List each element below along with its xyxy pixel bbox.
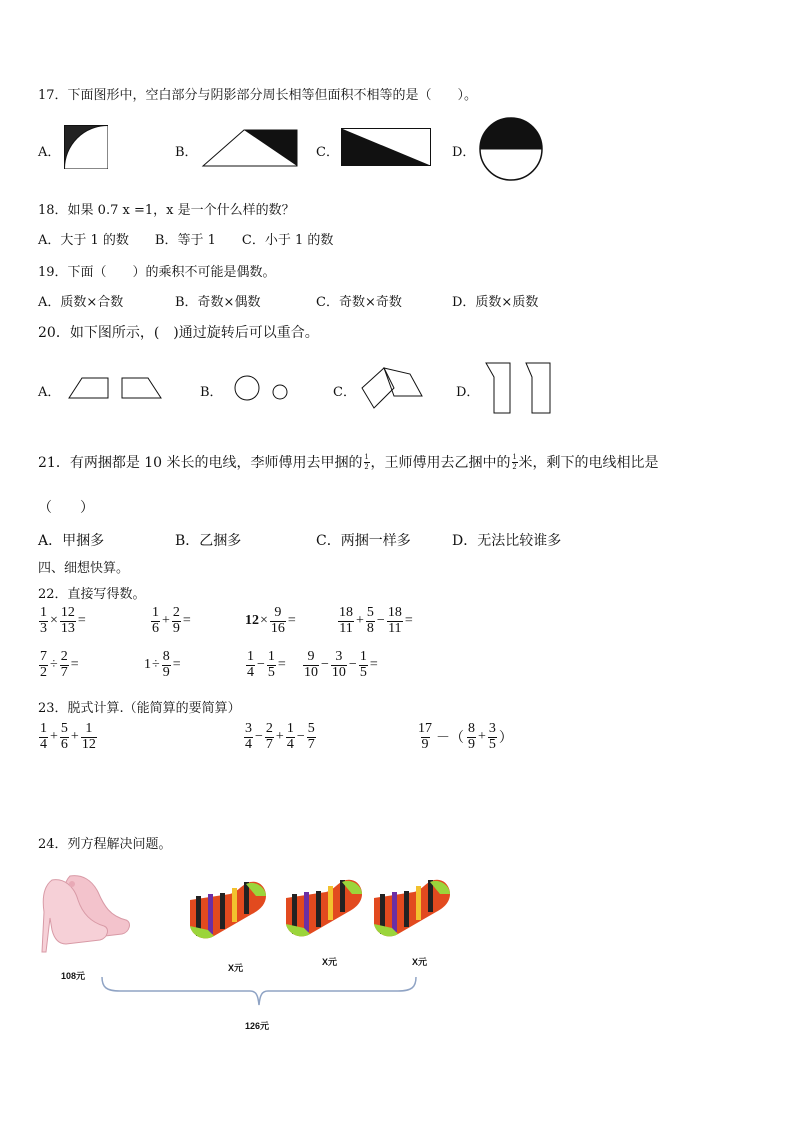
q22-expression-5: [38, 650, 80, 680]
numerator: 1: [40, 605, 47, 620]
fraction: [60, 722, 69, 752]
fraction: [39, 606, 48, 636]
denominator: 4: [286, 736, 294, 752]
denominator: 10: [304, 664, 318, 680]
striped-socks-illustration-3: [370, 878, 454, 940]
total-brace: [100, 975, 418, 1015]
q24-text: 24．列方程解决问题。: [38, 837, 172, 852]
q20-option-d-label: D．: [456, 385, 480, 400]
operator: +: [50, 729, 58, 745]
denominator: 6: [60, 736, 68, 752]
q20-figure-d: [484, 361, 554, 415]
fraction: [39, 650, 48, 680]
fraction: [162, 650, 171, 680]
operator: +: [275, 729, 284, 745]
q21-answer-paren: （ ）: [38, 500, 94, 516]
q21-option-b: B．乙捆多: [175, 533, 242, 549]
equals-sign: =: [287, 613, 296, 629]
denominator: 3: [40, 620, 47, 636]
q20-figure-b: [234, 375, 294, 403]
q19-option-d: D．质数×质数: [452, 295, 539, 310]
denominator: 16: [270, 620, 285, 636]
equals-sign: =: [369, 657, 378, 673]
q21-text-b: ，王师傅用去乙捆中的: [370, 455, 511, 471]
q21-fraction-1: [364, 453, 370, 471]
numerator: 1: [267, 649, 275, 664]
equals-sign: =: [277, 657, 286, 673]
fraction: [331, 650, 347, 680]
q17-option-a-label: A．: [38, 145, 61, 160]
numerator: 9: [307, 649, 315, 664]
q21-option-d: D．无法比较谁多: [452, 533, 562, 549]
numerator: 5: [60, 721, 68, 736]
fraction: [488, 722, 497, 752]
numerator: 2: [265, 721, 273, 736]
shoe-price-label: 108元: [61, 971, 86, 981]
denominator: 7: [307, 736, 315, 752]
denominator: 7: [60, 664, 68, 680]
operator: −: [257, 657, 265, 673]
denominator: 11: [388, 620, 402, 636]
q20-text: 20．如下图所示，( )通过旋转后可以重合。: [38, 325, 319, 341]
fraction: [172, 606, 181, 636]
q21-fraction-2-numerator: 1: [512, 452, 517, 462]
q22-text: 22．直接写得数。: [38, 587, 146, 602]
equals-sign: =: [404, 613, 413, 629]
q18-text: 18．如果 0.7 x =1，x 是一个什么样的数？: [38, 203, 295, 218]
close-paren: ）: [498, 731, 513, 747]
fraction: [265, 722, 274, 752]
equals-sign: =: [172, 657, 181, 673]
numerator: 18: [387, 605, 402, 620]
fraction: [338, 606, 354, 636]
denominator: 2: [40, 664, 47, 680]
q23-expression-3: [416, 722, 514, 752]
numerator: 1: [359, 649, 367, 664]
sock-price-label-3: X元: [412, 957, 428, 967]
fraction: [303, 650, 319, 680]
high-heel-shoes-illustration: [40, 872, 132, 956]
denominator: 5: [488, 736, 496, 752]
denominator: 9: [468, 736, 475, 752]
denominator: 13: [60, 620, 75, 636]
sock-price-label-2: X元: [322, 957, 338, 967]
numerator: 8: [162, 649, 170, 664]
numerator: 1: [247, 649, 254, 664]
fraction: [81, 722, 97, 752]
fraction: [387, 606, 403, 636]
q17-option-c-label: C．: [316, 145, 339, 160]
q19-text: 19．下面（ ）的乘积不可能是偶数。: [38, 265, 276, 280]
numerator: 17: [418, 721, 432, 736]
q17-figure-b: [202, 129, 298, 167]
q21-text-c: 米，剩下的电线相比是: [518, 455, 659, 471]
numerator: 12: [60, 605, 75, 620]
q20-option-c-label: C．: [333, 385, 356, 400]
operator: +: [356, 613, 364, 629]
q21-fraction-1-denominator: 2: [364, 461, 369, 471]
q22-expression-7: [245, 650, 287, 680]
operator: ÷: [50, 657, 58, 673]
q21-option-c: C．两捆一样多: [316, 533, 411, 549]
fraction: [467, 722, 476, 752]
numerator: 1: [40, 721, 47, 736]
equals-sign: =: [70, 657, 79, 673]
q19-option-b: B．奇数×偶数: [175, 295, 261, 310]
fraction: [39, 722, 48, 752]
numerator: 1: [85, 721, 93, 736]
denominator: 9: [421, 736, 429, 752]
q21-fraction-2: [512, 453, 518, 471]
fraction: [359, 650, 368, 680]
operator: ×: [50, 613, 58, 629]
operator: ÷: [152, 657, 160, 673]
numerator: 1: [286, 721, 294, 736]
operator: −: [321, 657, 329, 673]
numerator: 5: [307, 721, 315, 736]
denominator: 5: [359, 664, 367, 680]
denominator: 7: [265, 736, 273, 752]
striped-socks-illustration-1: [186, 880, 270, 942]
denominator: 4: [247, 664, 254, 680]
q22-expression-6: [144, 650, 182, 680]
operator: −: [348, 657, 357, 673]
operator: −: [376, 613, 385, 629]
q17-text: 17．下面图形中，空白部分与阴影部分周长相等但面积不相等的是（ ）。: [38, 88, 478, 103]
fraction: [270, 606, 286, 636]
denominator: 5: [267, 664, 275, 680]
numerator: 18: [339, 605, 353, 620]
q21-fraction-1-numerator: 1: [364, 452, 369, 462]
q17-option-d-label: D．: [452, 145, 476, 160]
q20-figure-c: [360, 364, 424, 410]
q18-options: A．大于 1 的数 B．等于 1 C．小于 1 的数: [38, 233, 334, 248]
q19-option-c: C．奇数×奇数: [316, 295, 402, 310]
fraction: [366, 606, 375, 636]
operator: －（: [436, 731, 464, 747]
numerator: 5: [366, 605, 374, 620]
q20-figure-a: [68, 376, 164, 400]
q22-expression-8: [302, 650, 379, 680]
whole-number: 1: [144, 657, 151, 673]
denominator: 4: [245, 736, 252, 752]
sock-price-label-1: X元: [228, 963, 244, 973]
fraction: [286, 722, 295, 752]
denominator: 6: [152, 620, 159, 636]
numerator: 3: [335, 649, 343, 664]
numerator: 2: [60, 649, 68, 664]
equals-sign: =: [77, 613, 86, 629]
denominator: 12: [81, 736, 96, 752]
numerator: 3: [245, 721, 252, 736]
q22-expression-4: [337, 606, 414, 636]
numerator: 2: [172, 605, 180, 620]
q20-option-b-label: B．: [200, 385, 223, 400]
q21-option-a: A．甲捆多: [38, 533, 105, 549]
denominator: 4: [40, 736, 47, 752]
denominator: 10: [331, 664, 346, 680]
q22-expression-1: [38, 606, 87, 636]
fraction: [417, 722, 433, 752]
operator: −: [255, 729, 263, 745]
fraction: [60, 606, 76, 636]
denominator: 9: [162, 664, 170, 680]
operator: −: [296, 729, 305, 745]
operator: +: [478, 729, 486, 745]
q21-text-a: 21．有两捆都是 10 米长的电线，李师傅用去甲捆的: [38, 455, 363, 471]
q17-option-b-label: B．: [175, 145, 198, 160]
striped-socks-illustration-2: [282, 878, 366, 940]
fraction: [307, 722, 316, 752]
fraction: [246, 650, 255, 680]
q22-expression-3: [245, 606, 297, 636]
denominator: 11: [339, 620, 353, 636]
fraction: [60, 650, 69, 680]
fraction: [267, 650, 276, 680]
numerator: 3: [488, 721, 496, 736]
q23-expression-2: [243, 722, 317, 752]
numerator: 7: [40, 649, 47, 664]
denominator: 9: [172, 620, 180, 636]
q22-expression-2: [150, 606, 192, 636]
total-price-label: 126元: [245, 1021, 270, 1031]
equals-sign: =: [182, 613, 191, 629]
q17-figure-c: [341, 128, 431, 166]
q21-fraction-2-denominator: 2: [512, 461, 517, 471]
fraction: [151, 606, 160, 636]
numerator: 8: [468, 721, 475, 736]
denominator: 8: [366, 620, 374, 636]
q20-option-a-label: A．: [38, 385, 61, 400]
q19-option-a: A．质数×合数: [38, 295, 124, 310]
operator: +: [162, 613, 170, 629]
q23-expression-1: [38, 722, 98, 752]
numerator: 1: [152, 605, 159, 620]
operator: ×: [260, 613, 268, 629]
numerator: 9: [274, 605, 282, 620]
q17-figure-d: [478, 118, 544, 182]
q21-text-line: [38, 452, 659, 472]
whole-number: 12: [245, 613, 259, 629]
section-4-heading: 四、细想快算。: [38, 561, 130, 576]
fraction: [244, 722, 253, 752]
q17-figure-a: [64, 125, 108, 169]
q23-text: 23．脱式计算.（能简算的要简算）: [38, 701, 241, 716]
operator: +: [70, 729, 79, 745]
